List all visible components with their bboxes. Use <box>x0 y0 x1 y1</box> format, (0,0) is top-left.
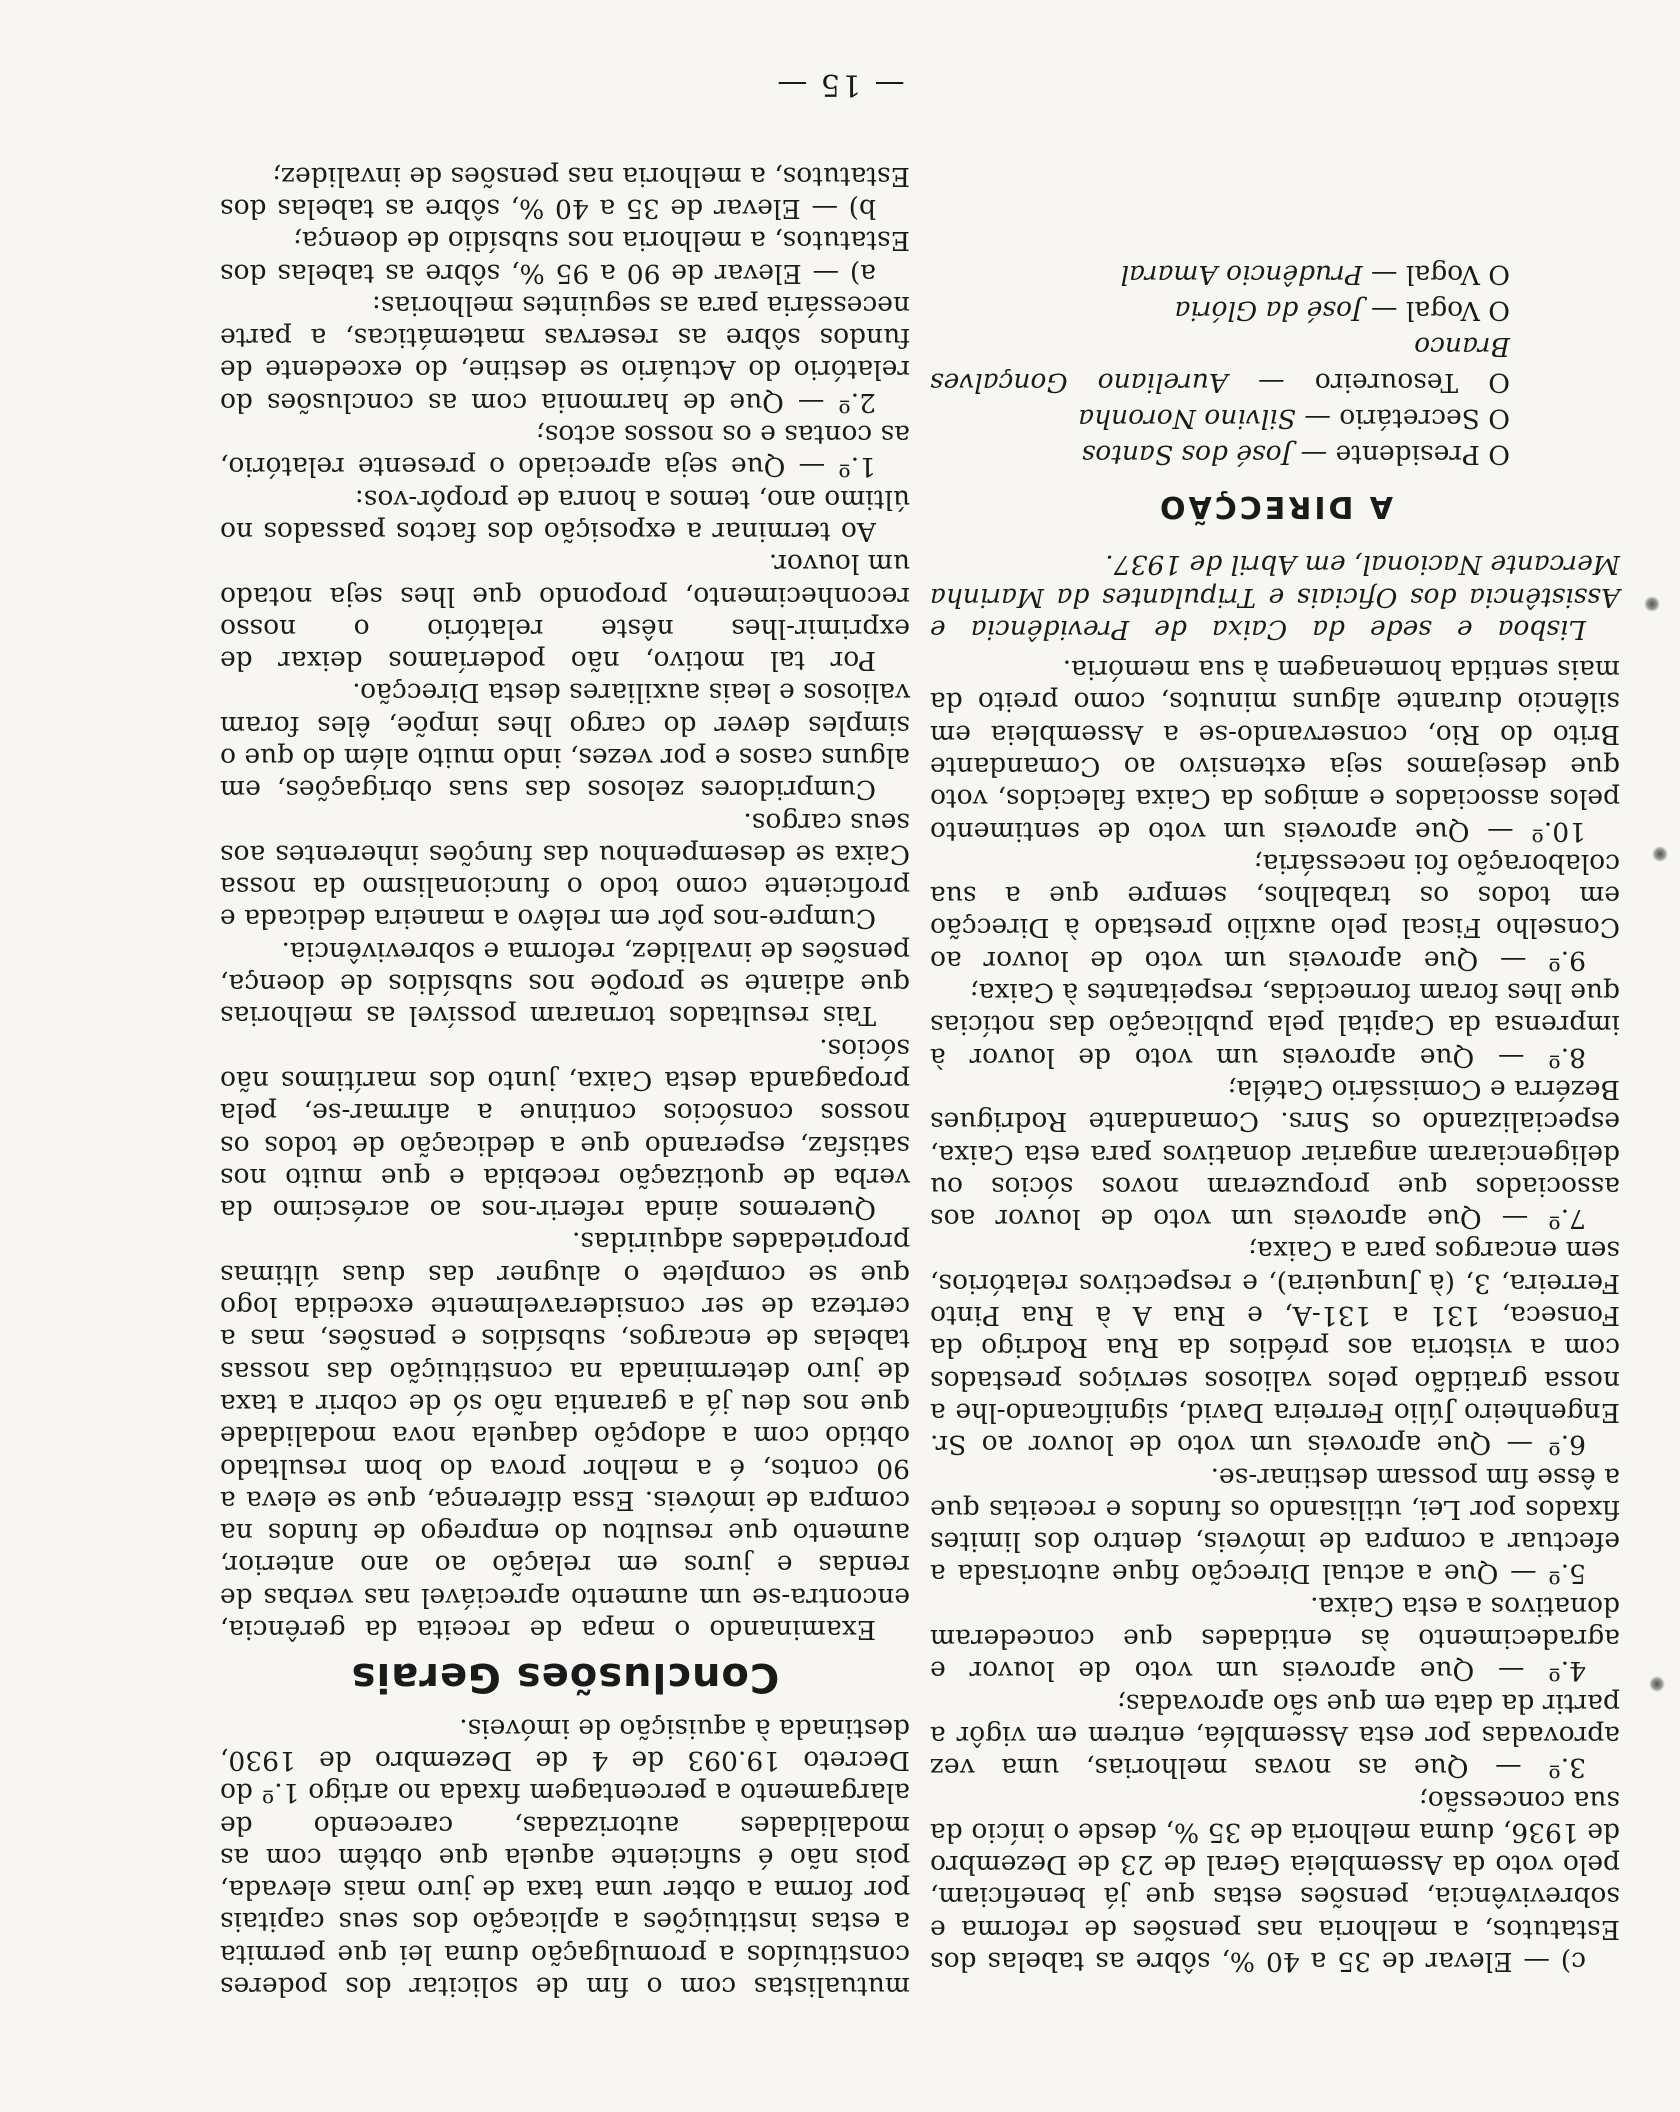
proposal-item: 10.º — Que aproveis um voto de sentimento pelos associados e amigos da Caixa falecidos, voto que desejamos seja extensivo ao Comandante Brito do Rio, conservando-se a Assembleia em silêncio durante alguns minutos, como preito da mais sentida homenagem à sua memória. <box>930 654 1620 847</box>
proposal-item: 3.º — Que as novas melhorias, uma vez aprovadas por esta Assembléa, entrem em vigôr a partir da data em que são aprovadas; <box>930 1687 1620 1784</box>
proposal-item: 9.º — Que aproveis um voto de louvor ao Conselho Fiscal pelo auxílio prestado à Direcção em todos os trabalhos, sempre que a sua colaboração foi necessária; <box>930 847 1620 976</box>
proposal-item: 6.º — Que aproveis um voto de louvor ao Sr. Engenheiro Júlio Ferreira David, significando-lhe a nossa gratidão pelos valiosos serviços prestados com a vistoria aos prédios da Rua Rodrigo da Fonseca, 131 a 131-A, e Rua A à Rua Pinto Ferreira, 3, (à Junqueira), e respectivos relatórios, sem encargos para a Caixa; <box>930 1235 1620 1461</box>
scan-speck-mark <box>1652 846 1668 862</box>
paragraph: Queremos ainda referir-nos ao acréscimo da verba de quotização recebida e que muito nos satisfaz, esperando que a dedicação de todos os nossos consócios continue a afirmar-se, pela propaganda desta Caixa, junto dos marítimos não sócios. <box>220 1032 910 1226</box>
scan-speck-mark <box>1644 596 1660 612</box>
signatory-role: O Secretário <box>1339 402 1510 434</box>
signatory-name: José da Glória <box>1174 294 1363 326</box>
signatory-member: O Vogal — José da Glória <box>1174 294 1510 326</box>
signatory-role: O Tesoureiro <box>1314 366 1510 398</box>
signatory-role: O Vogal <box>1405 258 1510 290</box>
proposal-subitem: c) — Elevar de 35 a 40 %, sôbre as tabelas dos Estatutos, a melhoria nas pensões de reforma e sobrevivência, pensões estas que já beneficiam, pelo voto da Assembleia Geral de 23 de Dezembro de 1936, duma melhoria de 35 %, desde o início da sua concessão; <box>930 1784 1620 1977</box>
proposal-item: 5.º — Que a actual Direcção fique autorisada a efectuar a compra de imóveis, dentro dos limites fixados por Lei, utilisando os fundos e receitas que a êsse fim possam destinar-se. <box>930 1461 1620 1590</box>
signatory-role: O Presidente <box>1335 438 1510 470</box>
intro-paragraph: mutualistas com o fim de solicitar dos poderes constituídos a promulgação duma lei que permita a estas instituições a aplicação dos seus capitais por forma a obter uma taxa de juro mais elevada, pois não é suficiente aquela que obtêm com as modalidades autorizadas, carecendo de alargamento a percentagem fixada no artigo 1.º do Decreto 19.093 de 4 de Dezembro de 1930, destinada à aquisição de imóveis. <box>220 1712 910 2002</box>
signatory-treasurer: O Tesoureiro — Aureliano Gonçalves Branco <box>930 330 1510 398</box>
page-number: — 15 — <box>775 67 905 102</box>
paragraph: Cumpridores zelosos das suas obrigações, em alguns casos e por vezes, indo muito além do que o simples dever do cargo lhes impõe, êles foram valiosos e leais auxiliares desta Direcção. <box>220 677 910 806</box>
right-text-column <box>930 256 1620 1977</box>
section-heading: Conclusões Gerais <box>350 1654 780 1701</box>
scan-speck-mark <box>1649 1676 1665 1692</box>
paragraph: Examinando o mapa de receita da gerência, encontra-se um aumento apreciável nas verbas de rendas e juros em relação ao ano anterior, aumento que resultou do emprego de fundos na compra de imóveis. Essa diferença, que se eleva a 90 contos, é a melhor prova do bom resultado obtido com a adopção daquela nova modalidade que nos deu já a garantia não só de cobrir a taxa de juro determinada na constituição das nossas tabelas de encargos, subsídios e pensões, mas a certeza de ser consideravelmente excedida logo que se complete o alugner das duas últimas propriedades adquiridas. <box>220 1226 910 1646</box>
proposal-item: 1.º — Que seja apreciado o presente relatório, as contas e os nossos actos; <box>220 419 910 483</box>
proposal-item: 2.º — Que de harmonia com as conclusões do relatório do Actuário se destine, do excedente de fundos sôbre as reservas matemáticas, a parte necessária para as seguintes melhorias: <box>220 289 910 418</box>
proposal-item: 7.º — Que aproveis um voto de louvor aos associados que propuzeram novos sócios ou deligenciaram angariar donativos para esta Caixa, especializando os Snrs. Comandante Rodrigues Bezérra e Comissário Catéla; <box>930 1073 1620 1235</box>
proposal-subitem: a) — Elevar de 90 a 95 %, sôbre as tabelas dos Estatutos, a melhoria nos subsídio de doença; <box>220 225 910 289</box>
place-and-date: Lisboa e sede da Caixa de Previdência e Assistência dos Oficiais e Tripulantes da Marinha Mercante Nacional, em Abril de 1937. <box>930 549 1620 645</box>
paragraph: Cumpre-nos pôr em relêvo a maneira dedicada e proficiente como todo o funcionalismo da nossa Caixa se desempenhou das funções inherentes aos seus cargos. <box>220 806 910 935</box>
proposal-item: 8.º — Que aproveis um voto de louvor à imprensa da Capital pela publicação das notícias que lhes foram fornecidas, respeitantes à Caixa; <box>930 977 1620 1073</box>
proposal-item: 4.º — Que aproveis um voto de louvor e agradecimento às entidades que concederam donativos a esta Caixa. <box>930 1590 1620 1687</box>
proposal-subitem: b) — Elevar de 35 a 40 %, sôbre as tabelas dos Estatutos, a melhoria nas pensões de invalidez; <box>220 160 910 224</box>
board-title: A DIRECÇÃO <box>1156 488 1394 524</box>
signatory-president: O Presidente — José dos Santos <box>1081 438 1510 470</box>
paragraph: Ao terminar a exposição dos factos passados no último ano, temos a honra de propôr-vos: <box>220 483 910 547</box>
signatory-role: O Vogal <box>1405 294 1510 326</box>
left-text-column <box>220 159 910 2002</box>
signatory-name: Prudêncio Amaral <box>1120 258 1363 290</box>
signatory-name: Silvino Noronha <box>1078 402 1296 434</box>
signatory-name: José dos Santos <box>1081 438 1293 470</box>
signatory-member: O Vogal — Prudêncio Amaral <box>1120 258 1510 290</box>
paragraph: Por tal motivo, não poderíamos deixar de exprimir-lhes nêste relatório o nosso reconhecimento, propondo que lhes seja notado um louvor. <box>220 548 910 677</box>
paragraph: Tais resultados tornaram possível as melhorias que adiante se propõe nos subsídios de doença, pensões de invalidez, reforma e sobrevivência. <box>220 935 910 1032</box>
signatory-name: Aureliano Gonçalves Branco <box>930 330 1510 398</box>
signatory-secretary: O Secretário — Silvino Noronha <box>1078 402 1510 434</box>
